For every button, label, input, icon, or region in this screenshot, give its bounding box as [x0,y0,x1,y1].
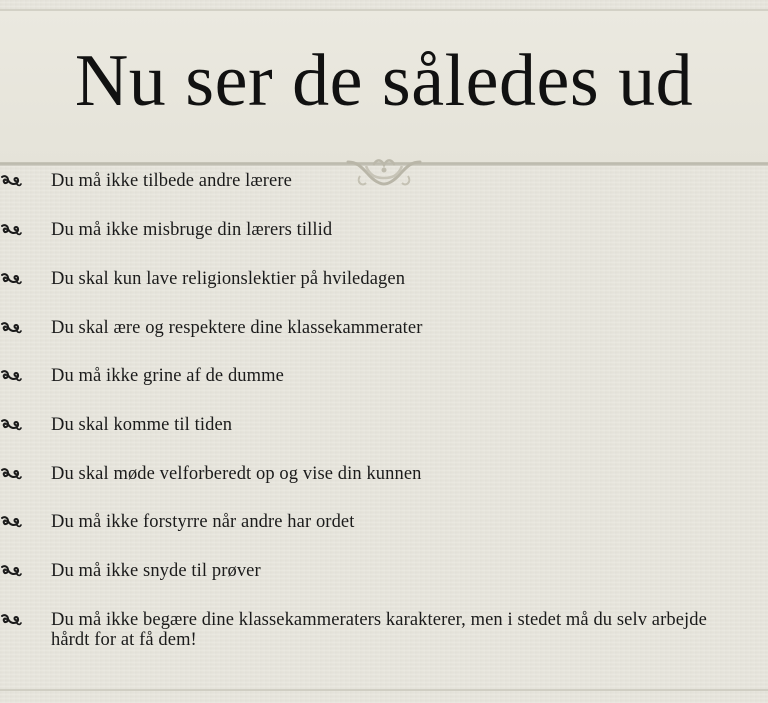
bottom-rule [0,689,768,691]
slide-title: Nu ser de således ud [74,40,694,122]
scroll-ornament-icon [0,418,22,432]
commandment-text: Du skal ære og respektere dine klassekammerater [51,318,423,338]
scroll-ornament-icon [0,272,22,286]
commandment-text: Du skal kun lave religionslektier på hviledagen [51,269,406,289]
commandment-text: Du må ikke begære dine klassekammeraters karakterer, men i stedet må du selv arbejde hårdt for at få dem! [51,610,707,650]
scroll-ornament-icon [0,321,22,335]
commandment-text: Du skal komme til tiden [51,415,233,435]
scroll-ornament-icon [0,564,22,578]
commandment-text: Du skal møde velforberedt op og vise din kunnen [51,464,422,484]
scroll-ornament-icon [0,467,22,481]
scroll-ornament-icon [0,223,22,237]
commandment-text: Du må ikke forstyrre når andre har ordet [51,512,355,532]
commandment-text: Du må ikke misbruge din lærers tillid [51,220,333,240]
commandment-text: Du må ikke snyde til prøver [51,561,261,581]
scroll-ornament-icon [0,369,22,383]
scroll-ornament-icon [0,174,22,188]
commandment-text: Du må ikke tilbede andre lærere [51,171,292,191]
scroll-ornament-icon [0,613,22,627]
commandment-text: Du må ikke grine af de dumme [51,366,284,386]
title-area [0,11,768,163]
scroll-ornament-icon [0,515,22,529]
